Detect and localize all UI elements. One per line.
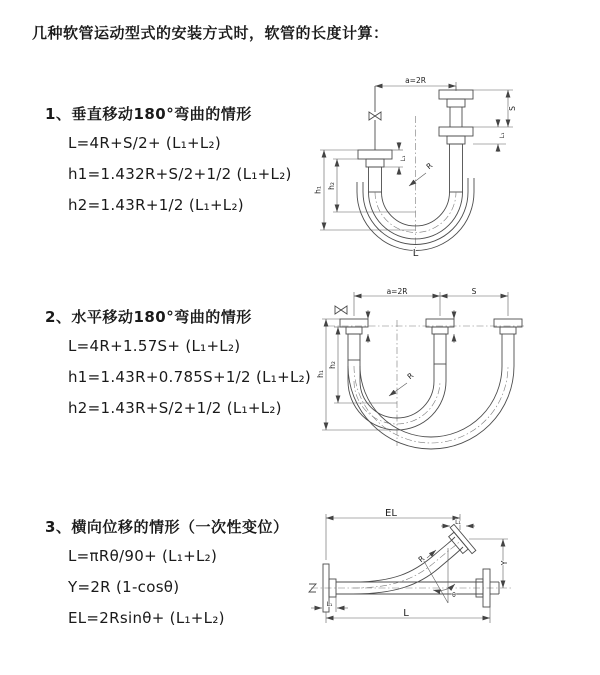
flange-displaced-end <box>445 524 476 558</box>
dim-label-h1: h₁ <box>316 370 325 378</box>
braided-hose-left <box>348 334 360 360</box>
radius-label: R <box>405 370 416 382</box>
formula-h2: h2=1.43R+S/2+1/2 (L₁+L₂) <box>68 399 282 417</box>
hose-position-2-inner <box>360 366 502 437</box>
section-lateral-displacement <box>45 516 325 640</box>
braided-hose-middle <box>434 334 446 364</box>
dim-label-l: L <box>403 608 409 619</box>
section-horizontal-180 <box>45 306 325 430</box>
formula-h2: h2=1.43R+1/2 (L₁+L₂) <box>68 196 244 214</box>
section-1-heading: 1、垂直移动180°弯曲的情形 <box>45 105 252 123</box>
dim-label-a2r: a=2R <box>386 287 408 296</box>
diagram-vertical-180 <box>310 72 525 257</box>
length-label: L <box>412 248 419 257</box>
section-3-heading: 3、横向位移的情形（一次性变位） <box>45 518 289 536</box>
dim-label-h2: h₂ <box>327 182 336 190</box>
dim-label-a2r: a=2R <box>405 76 426 85</box>
dim-label-h2: h₂ <box>328 361 337 369</box>
formula-Y: Y=2R (1-cosθ) <box>68 578 180 596</box>
hose-displaced-lower-wall <box>353 547 463 594</box>
dim-label-y: Y <box>500 560 509 566</box>
formula-L: L=4R+S/2+ (L₁+L₂) <box>68 134 222 152</box>
dim-label-h1: h₁ <box>313 186 323 194</box>
radius-label: R <box>424 160 435 172</box>
braided-hose-right <box>450 144 463 192</box>
valve-icon <box>369 112 381 120</box>
formula-h1: h1=1.43R+0.785S+1/2 (L₁+L₂) <box>68 368 312 386</box>
dim-label-l1-right: L₁ <box>499 132 506 139</box>
formula-EL: EL=2Rsinθ+ (L₁+L₂) <box>68 609 225 627</box>
angle-label: θ <box>452 592 456 599</box>
diagram-lateral-displacement <box>303 506 555 646</box>
valve-icon <box>335 306 347 314</box>
dim-label-el: EL <box>385 508 397 519</box>
hose-position-1-inner <box>360 381 434 418</box>
dim-label-s: S <box>471 287 477 296</box>
section-vertical-180 <box>45 103 325 227</box>
formula-L: L=πRθ/90+ (L₁+L₂) <box>68 547 218 565</box>
formula-h1: h1=1.432R+S/2+1/2 (L₁+L₂) <box>68 165 292 183</box>
diagram-horizontal-180 <box>312 286 540 451</box>
formula-L: L=4R+1.57S+ (L₁+L₂) <box>68 337 241 355</box>
dim-label-s: S <box>508 106 517 111</box>
dim-label-l1-top: L₁ <box>455 519 461 526</box>
hose-displaced-upper-wall <box>353 537 455 582</box>
radius-label: R <box>416 553 427 565</box>
dim-label-l1-left: L₁ <box>400 155 407 162</box>
page-title: 几种软管运动型式的安装方式时，软管的长度计算： <box>32 24 389 42</box>
dim-label-l1-bottom: L₁ <box>326 601 333 608</box>
braided-hose-left <box>369 167 382 192</box>
section-2-heading: 2、水平移动180°弯曲的情形 <box>45 308 252 326</box>
